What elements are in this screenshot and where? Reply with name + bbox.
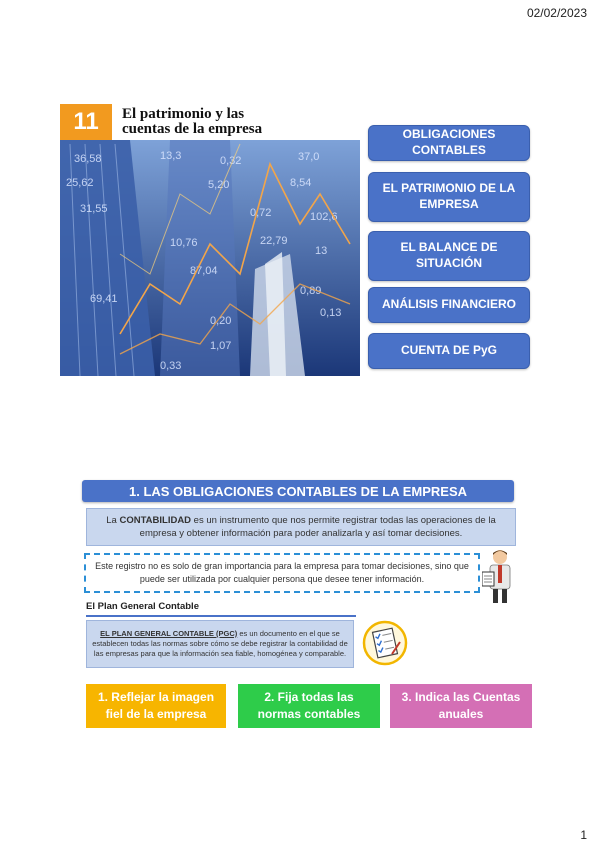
cover-illustration <box>60 104 360 376</box>
chapter-number-badge: 11 <box>73 108 99 135</box>
svg-text:22,79: 22,79 <box>260 235 288 247</box>
svg-text:0,72: 0,72 <box>250 207 272 219</box>
objective-box-imagen-fiel <box>86 684 226 728</box>
svg-text:0,32: 0,32 <box>220 155 242 167</box>
chapter-title <box>122 107 262 137</box>
pgc-keyword: EL PLAN GENERAL CONTABLE (PGC) <box>100 629 238 638</box>
svg-text:0,20: 0,20 <box>210 315 232 327</box>
svg-text:10,76: 10,76 <box>170 237 198 249</box>
nav-button-pyg[interactable]: CUENTA DE PyG <box>368 333 530 369</box>
definition-box <box>86 508 516 546</box>
pgc-heading-underline <box>86 615 356 617</box>
date-stamp: 02/02/2023 <box>526 6 587 20</box>
svg-text:87,04: 87,04 <box>190 265 218 277</box>
objective-box-normas <box>238 684 380 728</box>
svg-text:37,0: 37,0 <box>298 151 320 163</box>
checklist-icon <box>362 620 408 666</box>
svg-text:25,62: 25,62 <box>66 177 94 189</box>
presenter-illustration <box>482 548 518 604</box>
objective-label: 2. Fija todas las normas contables <box>257 690 361 721</box>
svg-text:5,20: 5,20 <box>208 179 230 191</box>
svg-text:31,55: 31,55 <box>80 203 108 215</box>
nav-button-analisis[interactable]: ANÁLISIS FINANCIERO <box>368 287 530 323</box>
definition-prefix: La <box>106 515 120 526</box>
svg-text:0,89: 0,89 <box>300 285 322 297</box>
objective-label: 3. Indica las Cuentas anuales <box>401 690 521 721</box>
svg-text:13,3: 13,3 <box>160 150 182 162</box>
objective-label: 1. Reflejar la imagen fiel de la empresa <box>97 690 215 721</box>
svg-text:69,41: 69,41 <box>90 293 118 305</box>
svg-text:13: 13 <box>315 245 328 257</box>
page-number: 1 <box>580 828 587 842</box>
definition-text: es un instrumento que nos permite registrar todas las operaciones de la empresa y obtener información para poder analizarla y así tomar decisiones. <box>139 515 496 539</box>
svg-text:36,58: 36,58 <box>74 153 102 165</box>
nav-button-obligaciones[interactable]: OBLIGACIONES CONTABLES <box>368 125 530 161</box>
chapter-cover-image <box>60 104 360 376</box>
note-box <box>84 553 480 593</box>
nav-button-patrimonio[interactable]: EL PATRIMONIO DE LA EMPRESA <box>368 172 530 222</box>
svg-text:0,33: 0,33 <box>160 360 182 372</box>
pgc-text: es un documento en el que se establecen todas las normas sobre cómo se debe registrar la contabilidad de las empresas para que la información sea fiable, homogénea y comparable. <box>92 629 348 658</box>
chapter-title-line1: El patrimonio y las <box>122 106 245 122</box>
objective-box-cuentas-anuales <box>390 684 532 728</box>
svg-text:0,13: 0,13 <box>320 307 342 319</box>
note-text: Este registro no es solo de gran importancia para la empresa para tomar decisiones, sino que puede ser utilizada por cualquier persona que desee tener información. <box>95 561 469 584</box>
nav-button-balance[interactable]: EL BALANCE DE SITUACIÓN <box>368 231 530 281</box>
svg-text:8,54: 8,54 <box>290 177 312 189</box>
svg-text:1,07: 1,07 <box>210 340 232 352</box>
pgc-definition-box <box>86 620 354 668</box>
chapter-title-line2: cuentas de la empresa <box>122 121 263 137</box>
section-title: 1. LAS OBLIGACIONES CONTABLES DE LA EMPRESA <box>82 480 514 502</box>
pgc-heading: El Plan General Contable <box>86 601 199 612</box>
definition-keyword: CONTABILIDAD <box>119 515 192 526</box>
svg-text:102,6: 102,6 <box>310 211 338 223</box>
